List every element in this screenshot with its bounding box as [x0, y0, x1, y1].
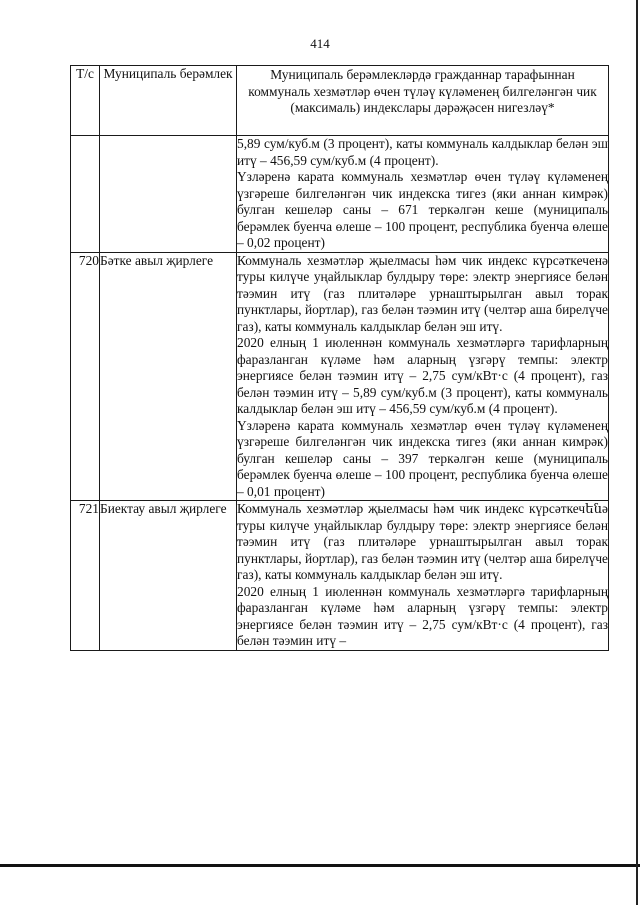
row-paragraph: Коммуналь хезмәтләр җыелмасы һәм чик индекс күрсәткечենә туры килүче уңайлыклар булдыру төре: электр энергиясе белән тәэмин итү (газ плитәләре урнаштырылган авыл торак пунктлары, йортлар), газ белән тәэмин итү (челтәр аша бирелүче газ), каты коммуналь калдыклар белән эш итү.	[237, 501, 608, 582]
table-row	[71, 501, 609, 651]
row-paragraph: Коммуналь хезмәтләр җыелмасы һәм чик индекс күрсәткеченә туры килүче уңайлыклар булдыру төре: электр энергиясе белән тәэмин итү (газ плитәләре урнаштырылган авыл торак пунктлары, йортлар), газ белән тәэмин итү (челтәр аша бирелүче газ), каты коммуналь калдыклар белән эш итү.	[237, 252, 608, 334]
row-paragraph: Үзләренә карата коммуналь хезмәтләр өчен түләү күләменең үзгәреше билгеләнгән чик индекска тигез (яки аннан кимрәк) булган кешеләр саны – 671 теркәлгән кеше (муниципаль берәмлек буенча өлеше – 100 процент, республика буенча өлеше – 0,02 процент)	[237, 169, 608, 250]
table-row	[71, 136, 609, 253]
row-paragraph: Үзләренә карата коммуналь хезмәтләр өчен түләү күләменең үзгәреше билгеләнгән чик индекска тигез (яки аннан кимрәк) булган кешеләр саны – 397 теркәлгән кеше (муниципаль берәмлек буенча өлеше – 100 процент, республика буенча өлеше – 0,01 процент)	[237, 417, 608, 499]
row-description	[237, 136, 609, 253]
scan-edge-rule	[636, 0, 638, 905]
header-number: Т/с	[71, 66, 100, 136]
table-row	[71, 252, 609, 501]
row-number	[71, 136, 100, 253]
table-header-row	[71, 66, 609, 136]
row-paragraph: 2020 елның 1 июленнән коммуналь хезмәтләргә тарифларның фаразланган күләме һәм аларның үзгәрү темпы: электр энергиясе белән тәэмин итү – 2,75 сум/кВт·с (4 процент), газ белән тәэмин итү – 5,89 сум/куб.м (3 процент), каты коммуналь калдыклар белән эш итү – 456,59 сум/куб.м (4 процент).	[237, 335, 608, 416]
row-number: 720	[71, 252, 100, 501]
row-municipality: Биектау авыл җирлеге	[100, 501, 237, 651]
header-municipality: Муниципаль берәмлек	[100, 66, 237, 136]
scan-bottom-rule	[0, 864, 640, 867]
page-number: 414	[310, 36, 330, 51]
tariff-table	[70, 65, 609, 651]
row-number: 721	[71, 501, 100, 651]
row-description	[237, 501, 609, 651]
row-description	[237, 252, 609, 501]
row-paragraph: 5,89 сум/куб.м (3 процент), каты коммуналь калдыклар белән эш итү – 456,59 сум/куб.м (4 процент).	[237, 136, 608, 168]
row-municipality	[100, 136, 237, 253]
row-paragraph: 2020 елның 1 июленнән коммуналь хезмәтләргә тарифларның фаразланган күләме һәм аларның үзгәрү темпы: электр энергиясе белән тәэмин итү – 2,75 сум/кВт·с (4 процент), газ белән тәэмин итү –	[237, 583, 608, 648]
header-justification: Муниципаль берәмлекләрдә гражданнар тарафыннан коммуналь хезмәтләр өчен түләү күләменең билгеләнгән чик (максималь) индекслары дәрәҗәсен нигезләү*	[237, 66, 609, 136]
row-municipality: Бәтке авыл җирлеге	[100, 252, 237, 501]
